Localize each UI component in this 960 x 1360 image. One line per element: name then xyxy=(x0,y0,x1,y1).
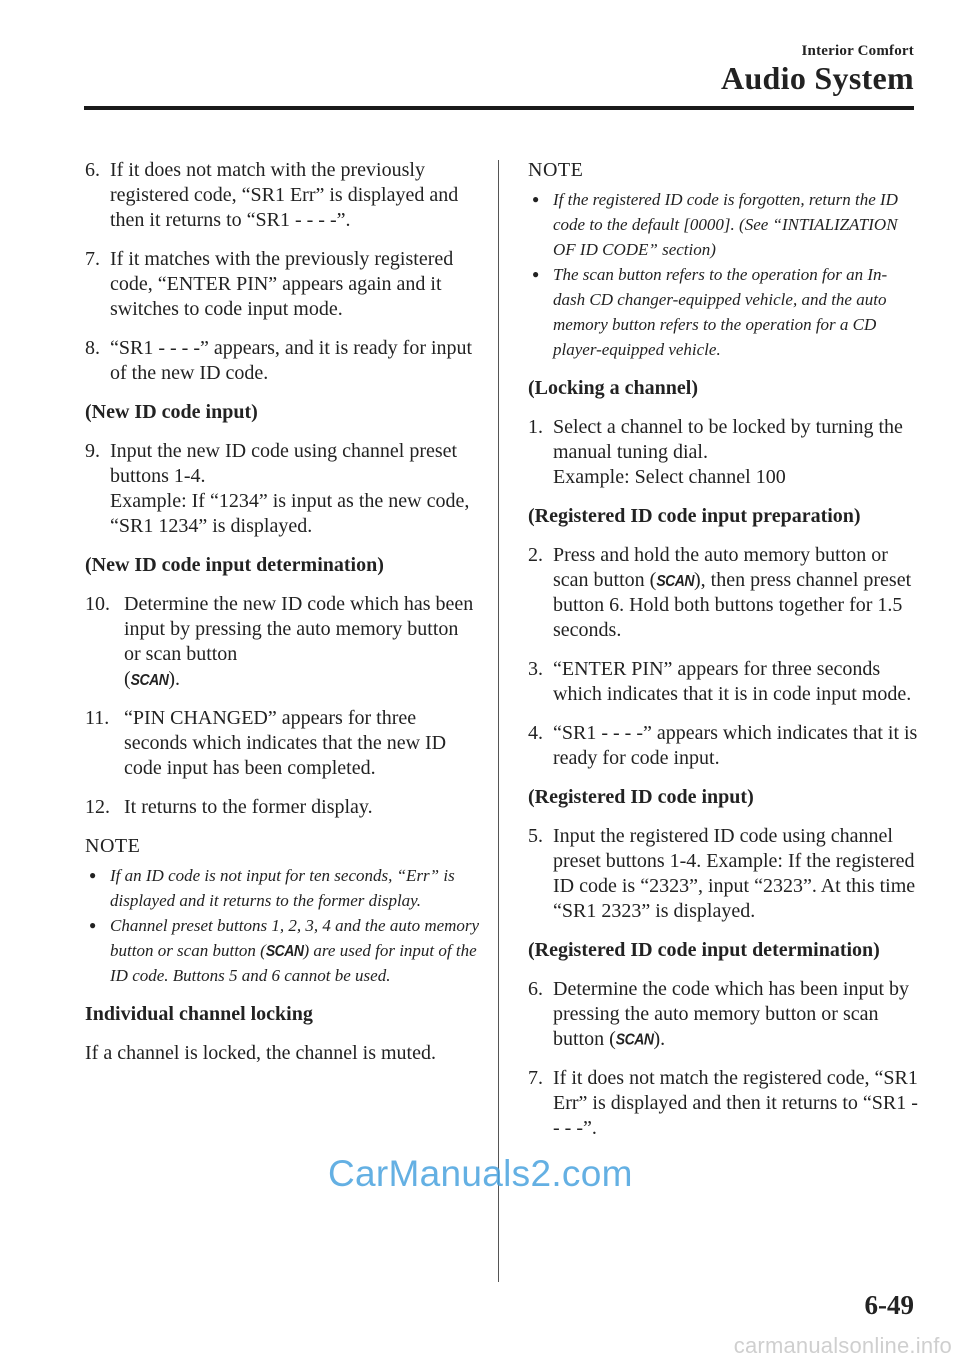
step-3: 3. “ENTER PIN” appears for three seconds which indicates that it is in code input mode. xyxy=(528,658,912,705)
bullet-icon: ● xyxy=(532,192,540,206)
step-8: 8. “SR1 - - - -” appears, and it is ready for input of the new ID code. xyxy=(85,337,473,384)
chapter-title: Audio System xyxy=(721,60,914,96)
step-7-right: 7. If it does not match the registered code, “SR1 Err” is displayed and then it returns to “SR1 - - - -”. xyxy=(528,1067,918,1139)
page-number: 6-49 xyxy=(864,1290,914,1320)
note-list-left xyxy=(85,863,480,988)
note-title-left: NOTE xyxy=(85,835,141,857)
step-7: 7. If it matches with the previously registered code, “ENTER PIN” appears again and it switches to code input mode. xyxy=(85,248,454,320)
heading-registered-id-input: (Registered ID code input) xyxy=(528,786,754,808)
step-12: 12. It returns to the former display. xyxy=(85,796,373,818)
scan-button-icon: SCAN xyxy=(656,570,694,590)
note-list-right xyxy=(528,187,918,362)
heading-registered-id-determination: (Registered ID code input determination) xyxy=(528,939,880,961)
heading-new-id-determination: (New ID code input determination) xyxy=(85,554,384,576)
note-item: ● The scan button refers to the operation for an In-dash CD changer-equipped vehicle, and the auto memory button refers to the operation for a CD player-equipped vehicle. xyxy=(528,262,918,362)
step-6: 6. If it does not match with the previously registered code, “SR1 Err” is displayed and then it returns to “SR1 - - - -”. xyxy=(85,159,459,231)
bullet-icon: ● xyxy=(89,868,97,882)
heading-individual-channel-locking: Individual channel locking xyxy=(85,1003,313,1025)
step-2: 2. Press and hold the auto memory button or scan button (SCAN), then press channel preset button 6. Hold both buttons together for 1.5 seconds. xyxy=(528,544,912,641)
note-item: ● If an ID code is not input for ten seconds, “Err” is displayed and it returns to the former display. xyxy=(85,863,480,913)
bullet-icon: ● xyxy=(532,267,540,281)
step-11: 11. “PIN CHANGED” appears for three seconds which indicates that the new ID code input has been completed. xyxy=(85,707,447,779)
locking-description: If a channel is locked, the channel is muted. xyxy=(85,1042,436,1064)
step-5: 5. Input the registered ID code using channel preset buttons 1-4. Example: If the registered ID code is “2323”, input “2323”. At this time “SR1 2323” is displayed. xyxy=(528,825,916,922)
scan-button-icon: SCAN xyxy=(265,940,304,960)
note-title-right: NOTE xyxy=(528,159,584,181)
scan-button-icon: SCAN xyxy=(615,1029,654,1049)
step-10: 10. Determine the new ID code which has been input by pressing the auto memory button or scan button (SCAN). xyxy=(85,593,474,690)
footer-site-label: carmanualsonline.info xyxy=(733,1333,952,1358)
scan-button-icon: SCAN xyxy=(130,669,169,689)
header-rule xyxy=(84,106,914,110)
section-title: Interior Comfort xyxy=(801,43,914,59)
heading-locking-a-channel: (Locking a channel) xyxy=(528,377,699,399)
right-column xyxy=(528,158,918,1155)
step-1: 1. Select a channel to be locked by turning the manual tuning dial. Example: Select channel 100 xyxy=(528,416,903,488)
column-divider xyxy=(498,160,499,1282)
step-6-right: 6. Determine the code which has been input by pressing the auto memory button or scan button (SCAN). xyxy=(528,978,909,1050)
heading-registered-id-preparation: (Registered ID code input preparation) xyxy=(528,505,861,527)
note-item: ● If the registered ID code is forgotten, return the ID code to the default [0000]. (See “INTIALIZATION OF ID CODE” section) xyxy=(528,187,918,262)
left-column xyxy=(85,158,480,1080)
note-item: ● Channel preset buttons 1, 2, 3, 4 and the auto memory button or scan button (SCAN) are used for input of the ID code. Buttons 5 and 6 cannot be used. xyxy=(85,913,480,988)
bullet-icon: ● xyxy=(89,918,97,932)
heading-new-id-input: (New ID code input) xyxy=(85,401,258,423)
step-9-example: Example: If “1234” is input as the new code, “SR1 1234” is displayed. xyxy=(110,490,470,537)
step-9: 9. Input the new ID code using channel preset buttons 1-4. Example: If “1234” is input as the new code, “SR1 1234” is displayed. xyxy=(85,440,470,537)
watermark: CarManuals2.com xyxy=(328,1153,633,1194)
step-4: 4. “SR1 - - - -” appears which indicates that it is ready for code input. xyxy=(528,722,918,769)
